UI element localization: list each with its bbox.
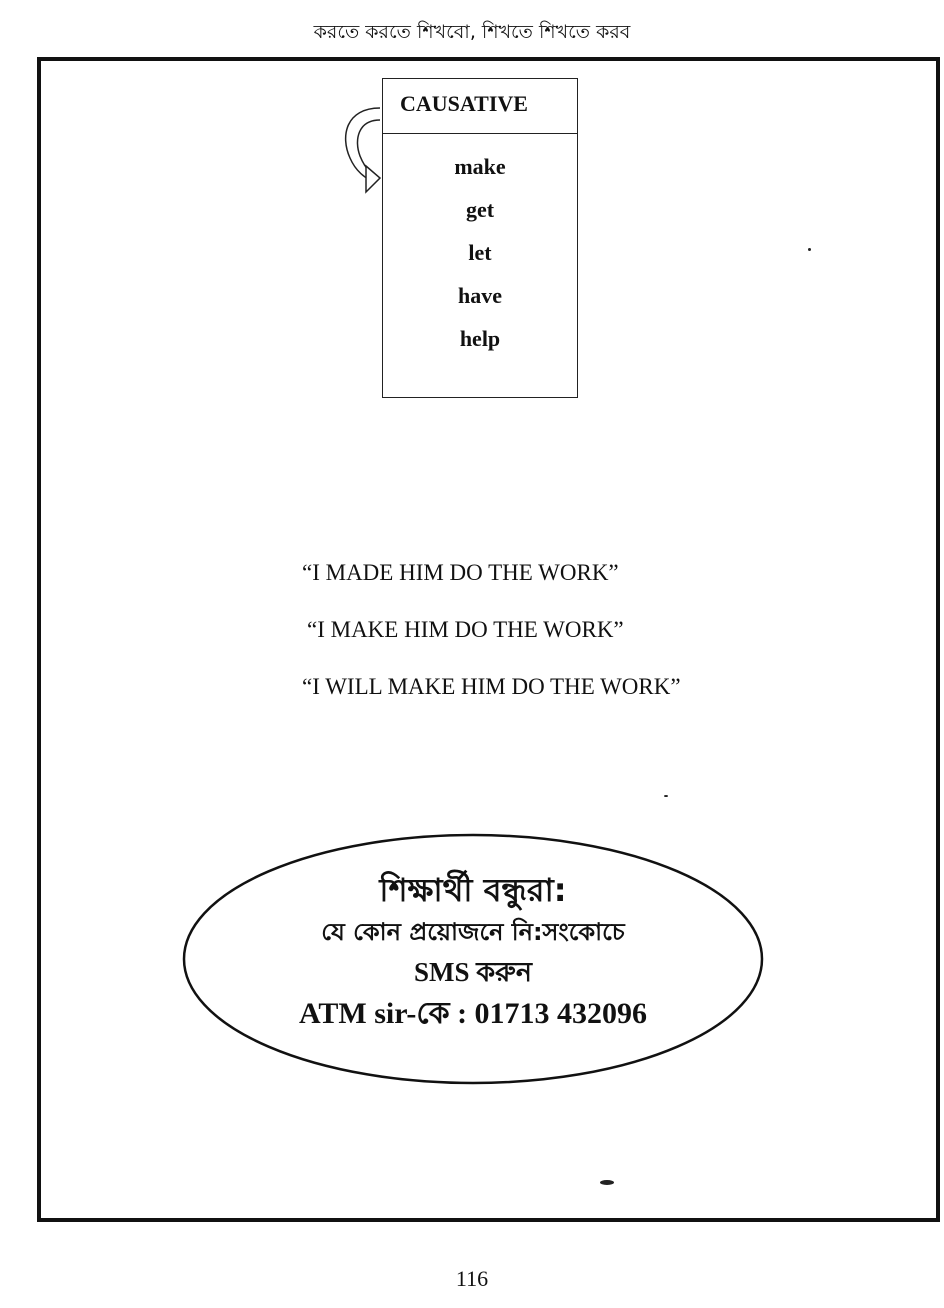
list-item: make xyxy=(454,154,506,179)
curved-arrow-icon xyxy=(336,96,386,206)
list-item: let xyxy=(468,240,492,265)
notice-text: যে কোন প্রয়োজনে নি:সংকোচে xyxy=(321,918,625,946)
example-sentence: “I MAKE HIM DO THE WORK” xyxy=(307,617,624,642)
causative-box xyxy=(382,78,578,398)
example-sentence: “I MADE HIM DO THE WORK” xyxy=(302,560,619,585)
notice-heading: শিক্ষার্থী বন্ধুরা: xyxy=(379,871,567,909)
list-item: have xyxy=(458,283,502,308)
causative-list xyxy=(383,134,577,369)
ink-speck xyxy=(808,248,811,251)
list-item: get xyxy=(465,197,495,222)
causative-title: CAUSATIVE xyxy=(383,79,577,134)
notice-sms: SMS করুন xyxy=(414,957,532,987)
contact-oval xyxy=(182,832,764,1086)
notice-contact: ATM sir-কে : 01713 432096 xyxy=(298,997,648,1030)
ink-speck xyxy=(664,795,668,797)
ink-speck xyxy=(600,1180,614,1185)
example-sentence: “I WILL MAKE HIM DO THE WORK” xyxy=(302,674,681,699)
list-item: help xyxy=(459,326,501,351)
running-header: করতে করতে শিখবো, শিখতে শিখতে করব xyxy=(313,21,631,43)
page-number: 116 xyxy=(455,1266,489,1291)
